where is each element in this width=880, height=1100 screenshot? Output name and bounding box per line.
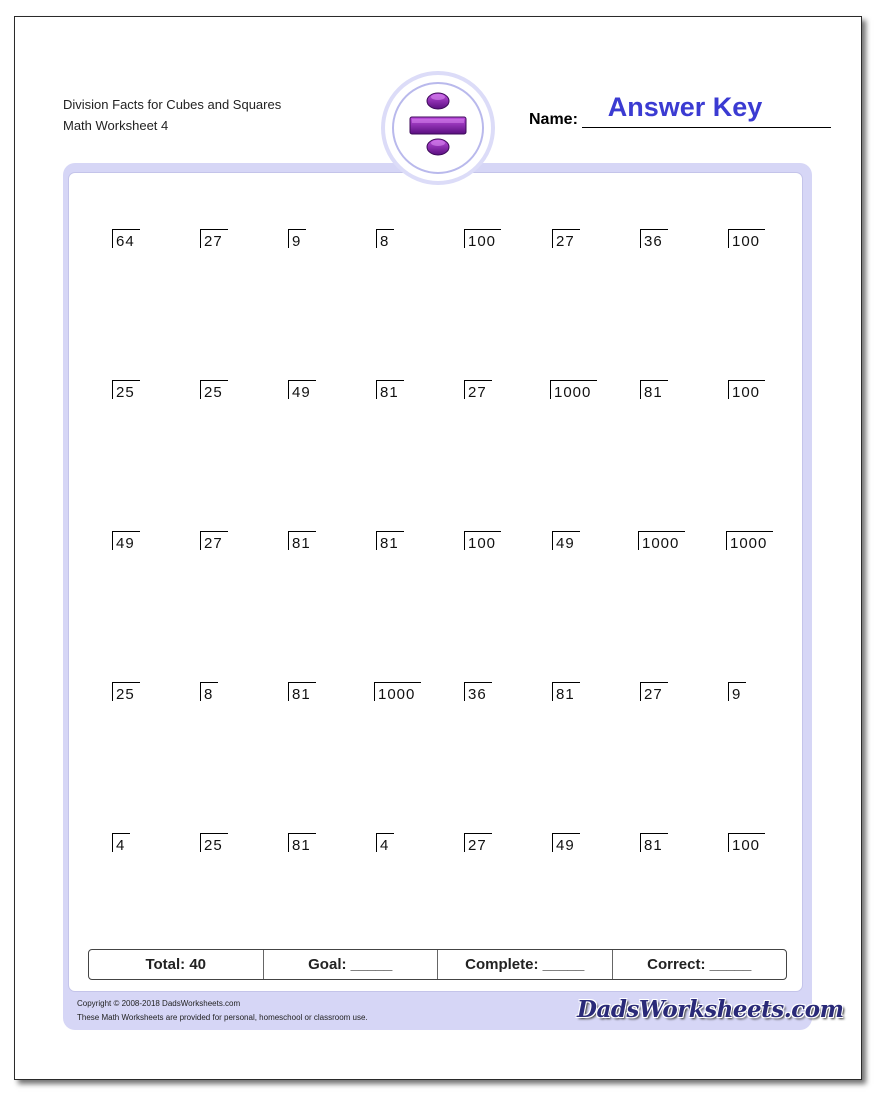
- division-bracket: [728, 229, 729, 248]
- vinculum: [112, 380, 140, 381]
- total-count: Total: 40: [89, 950, 264, 979]
- division-bracket: [728, 833, 729, 852]
- division-bracket: [374, 682, 375, 701]
- dividend: 27: [644, 686, 663, 703]
- division-bracket: [464, 380, 465, 399]
- correct-field: Correct: _____: [647, 956, 752, 973]
- vinculum: [728, 229, 765, 230]
- worksheet-title: Division Facts for Cubes and Squares: [63, 97, 282, 112]
- dividend: 27: [204, 535, 223, 552]
- vinculum: [374, 682, 421, 683]
- vinculum: [112, 682, 140, 683]
- dividend: 49: [556, 837, 575, 854]
- dividend: 9: [292, 233, 302, 250]
- division-bracket: [640, 833, 641, 852]
- division-bracket: [288, 229, 289, 248]
- division-bracket: [552, 531, 553, 550]
- vinculum: [640, 833, 668, 834]
- vinculum: [552, 531, 580, 532]
- vinculum: [376, 531, 404, 532]
- complete-field: Complete: _____: [438, 950, 613, 979]
- vinculum: [200, 229, 228, 230]
- division-bracket: [200, 682, 201, 701]
- vinculum: [376, 380, 404, 381]
- dividend: 4: [380, 837, 390, 854]
- vinculum: [728, 833, 765, 834]
- dividend: 8: [204, 686, 214, 703]
- problems-area: [68, 172, 803, 992]
- division-bracket: [726, 531, 727, 550]
- vinculum: [112, 531, 140, 532]
- division-bracket: [464, 229, 465, 248]
- division-bracket: [112, 380, 113, 399]
- division-bracket: [288, 380, 289, 399]
- name-field-line: [582, 127, 831, 128]
- vinculum: [552, 229, 580, 230]
- division-bracket: [728, 380, 729, 399]
- division-bracket: [376, 229, 377, 248]
- division-bracket: [640, 380, 641, 399]
- dividend: 81: [292, 686, 311, 703]
- dividend: 81: [380, 535, 399, 552]
- dividend: 25: [116, 686, 135, 703]
- vinculum: [376, 229, 394, 230]
- dividend: 81: [292, 837, 311, 854]
- division-bracket: [552, 833, 553, 852]
- dividend: 49: [292, 384, 311, 401]
- vinculum: [550, 380, 597, 381]
- dividend: 36: [468, 686, 487, 703]
- dividend: 1000: [642, 535, 680, 552]
- dividend: 27: [204, 233, 223, 250]
- dividend: 25: [204, 384, 223, 401]
- dividend: 64: [116, 233, 135, 250]
- dividend: 27: [468, 384, 487, 401]
- vinculum: [726, 531, 773, 532]
- vinculum: [640, 380, 668, 381]
- dividend: 100: [732, 233, 761, 250]
- division-bracket: [200, 229, 201, 248]
- division-bracket: [638, 531, 639, 550]
- division-bracket: [112, 682, 113, 701]
- division-bracket: [552, 229, 553, 248]
- division-bracket: [376, 833, 377, 852]
- division-bracket: [200, 380, 201, 399]
- dividend: 25: [204, 837, 223, 854]
- vinculum: [376, 833, 394, 834]
- division-bracket: [552, 682, 553, 701]
- dividend: 27: [556, 233, 575, 250]
- answer-key-text: Answer Key: [607, 92, 763, 122]
- dividend: 1000: [554, 384, 592, 401]
- division-bracket: [376, 531, 377, 550]
- dividend: 1000: [378, 686, 416, 703]
- dividend: 9: [732, 686, 742, 703]
- dividend: 49: [556, 535, 575, 552]
- score-bar: [88, 949, 787, 980]
- division-bracket: [112, 229, 113, 248]
- dividend: 81: [380, 384, 399, 401]
- division-bracket: [728, 682, 729, 701]
- division-bracket: [376, 380, 377, 399]
- vinculum: [112, 833, 130, 834]
- copyright-text: Copyright © 2008-2018 DadsWorksheets.com: [77, 999, 241, 1008]
- vinculum: [200, 833, 228, 834]
- brand-logo: DadsWorksheets.com: [577, 996, 844, 1023]
- dividend: 36: [644, 233, 663, 250]
- dividend: 8: [380, 233, 390, 250]
- dividend: 25: [116, 384, 135, 401]
- vinculum: [200, 682, 218, 683]
- division-sign-icon: [385, 75, 491, 181]
- dividend: 27: [468, 837, 487, 854]
- vinculum: [288, 682, 316, 683]
- vinculum: [640, 229, 668, 230]
- dividend: 100: [732, 384, 761, 401]
- dividend: 100: [468, 233, 497, 250]
- division-bracket: [640, 682, 641, 701]
- division-bracket: [288, 531, 289, 550]
- division-bracket: [288, 833, 289, 852]
- dividend: 81: [644, 837, 663, 854]
- vinculum: [464, 833, 492, 834]
- vinculum: [464, 380, 492, 381]
- vinculum: [112, 229, 140, 230]
- vinculum: [200, 380, 228, 381]
- division-bracket: [640, 229, 641, 248]
- vinculum: [288, 833, 316, 834]
- dividend: 49: [116, 535, 135, 552]
- division-bracket: [112, 531, 113, 550]
- dividend: 1000: [730, 535, 768, 552]
- division-bracket: [288, 682, 289, 701]
- vinculum: [640, 682, 668, 683]
- vinculum: [288, 380, 316, 381]
- dividend: 100: [468, 535, 497, 552]
- vinculum: [728, 380, 765, 381]
- dividend: 100: [732, 837, 761, 854]
- division-bracket: [112, 833, 113, 852]
- vinculum: [638, 531, 685, 532]
- division-bracket: [200, 531, 201, 550]
- division-bracket: [200, 833, 201, 852]
- vinculum: [200, 531, 228, 532]
- goal-field: Goal: _____: [264, 950, 439, 979]
- vinculum: [288, 229, 306, 230]
- worksheet-subtitle: Math Worksheet 4: [63, 118, 169, 133]
- division-bracket: [464, 682, 465, 701]
- vinculum: [288, 531, 316, 532]
- vinculum: [464, 229, 501, 230]
- vinculum: [464, 531, 501, 532]
- dividend: 81: [556, 686, 575, 703]
- division-bracket: [550, 380, 551, 399]
- division-bracket: [464, 531, 465, 550]
- dividend: 81: [644, 384, 663, 401]
- dividend: 81: [292, 535, 311, 552]
- usage-notice: These Math Worksheets are provided for personal, homeschool or classroom use.: [77, 1013, 368, 1022]
- vinculum: [728, 682, 746, 683]
- name-label: Name:: [529, 111, 578, 128]
- division-bracket: [464, 833, 465, 852]
- vinculum: [552, 833, 580, 834]
- vinculum: [464, 682, 492, 683]
- dividend: 4: [116, 837, 126, 854]
- vinculum: [552, 682, 580, 683]
- worksheet-logo: [381, 71, 495, 185]
